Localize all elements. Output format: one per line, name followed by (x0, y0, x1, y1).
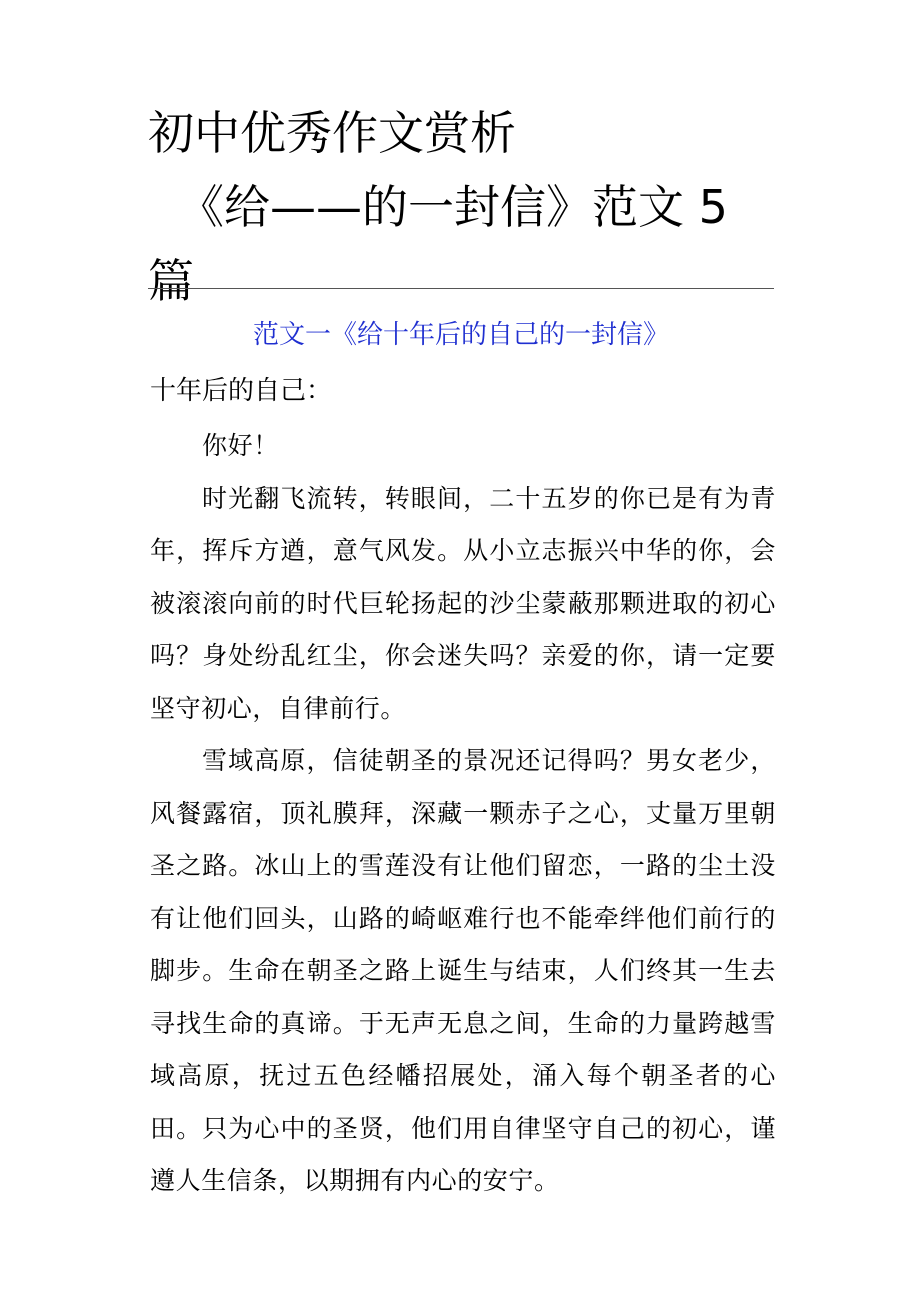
title-line-1: 初中优秀作文赏析 (148, 106, 516, 160)
salutation: 十年后的自己： (150, 376, 333, 406)
paragraph-1: 时光翻飞流转，转眼间，二十五岁的你已是有为青年，挥斥方遒，意气风发。从小立志振兴中华的你，会被滚滚向前的时代巨轮扬起的沙尘蒙蔽那颗进取的初心吗？身处纷乱红尘，你会迷失吗？亲爱的你，请一定要坚守初心，自律前行。 (150, 483, 776, 723)
title-line-3: 篇 (148, 254, 194, 308)
document-title (148, 96, 776, 318)
essay-body (150, 420, 776, 1208)
title-line-2: 《给——的一封信》范文 5 (178, 180, 728, 234)
title-divider (148, 288, 774, 289)
essay-title: 范文一《给十年后的自己的一封信》 (252, 320, 669, 350)
paragraph-2: 雪域高原，信徒朝圣的景况还记得吗？男女老少，风餐露宿，顶礼膜拜，深藏一颗赤子之心，丈量万里朝圣之路。冰山上的雪莲没有让他们留恋，一路的尘土没有让他们回头，山路的崎岖难行也不能牵绊他们前行的脚步。生命在朝圣之路上诞生与结束，人们终其一生去寻找生命的真谛。于无声无息之间，生命的力量跨越雪域高原，抚过五色经幡招展处，涌入每个朝圣者的心田。只为心中的圣贤，他们用自律坚守自己的初心，谨遵人生信条，以期拥有内心的安宁。 (150, 746, 776, 1195)
paragraph-greeting: 你好！ (202, 431, 279, 460)
